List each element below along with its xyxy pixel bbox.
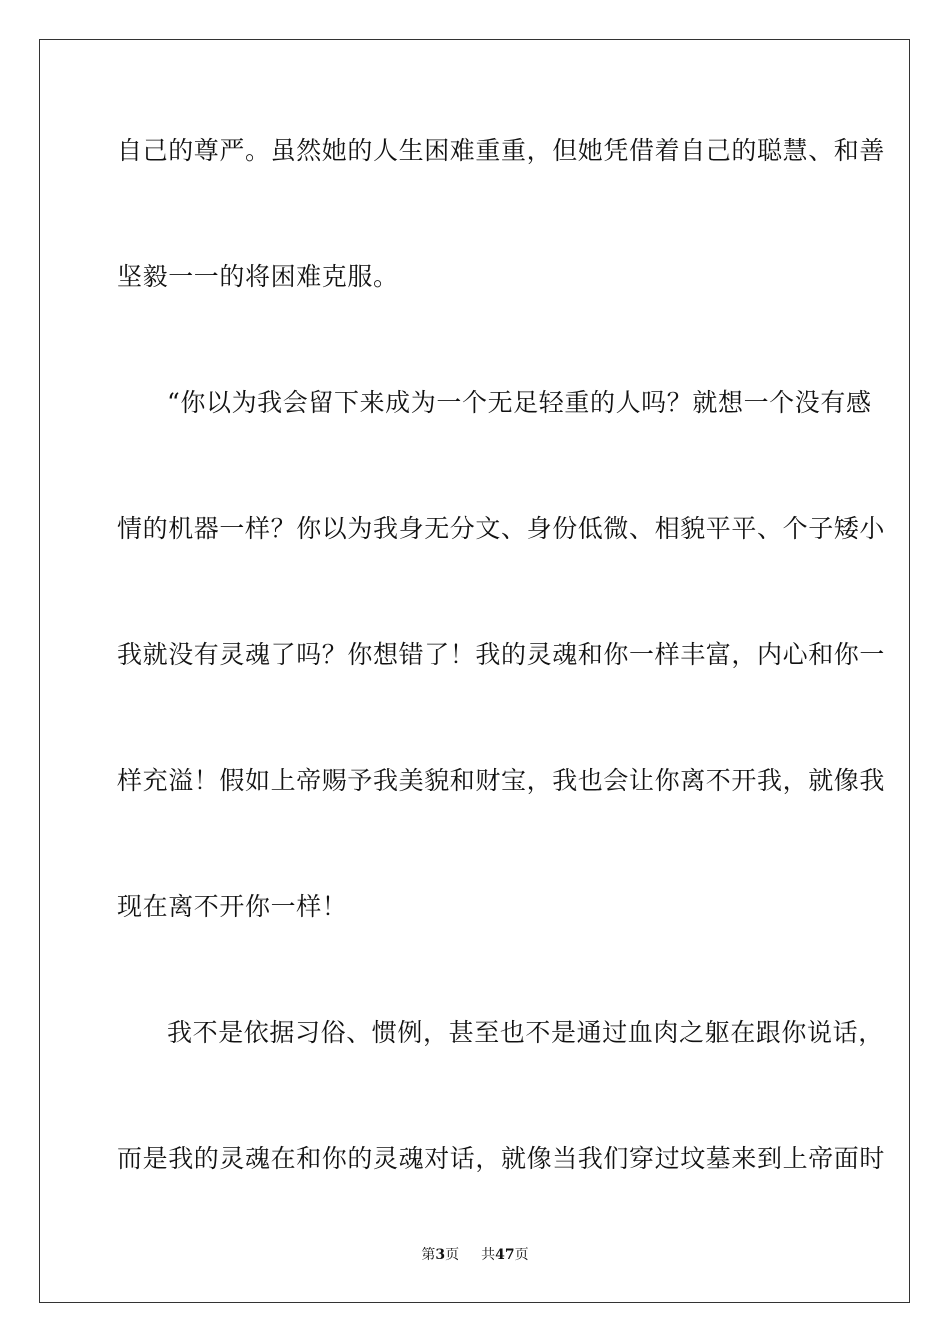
page-border xyxy=(39,39,910,1303)
footer-page-number: 3 xyxy=(435,1247,446,1263)
text-line-9: 而是我的灵魂在和你的灵魂对话，就像当我们穿过坟墓来到上帝面时 xyxy=(117,1144,886,1173)
text-line-2: 坚毅一一的将困难克服。 xyxy=(117,262,399,291)
footer-page-prefix: 第 xyxy=(421,1247,436,1263)
text-line-1: 自己的尊严。虽然她的人生困难重重，但她凭借着自己的聪慧、和善 xyxy=(117,136,886,165)
text-line-3: “你以为我会留下来成为一个无足轻重的人吗？就想一个没有感 xyxy=(167,388,872,417)
text-line-7: 现在离不开你一样！ xyxy=(117,892,348,921)
footer-page-suffix: 页 xyxy=(445,1247,460,1263)
text-line-6: 样充溢！假如上帝赐予我美貌和财宝，我也会让你离不开我，就像我 xyxy=(117,766,886,795)
text-line-8: 我不是依据习俗、惯例，甚至也不是通过血肉之躯在跟你说话， xyxy=(167,1018,884,1047)
text-line-4: 情的机器一样？你以为我身无分文、身份低微、相貌平平、个子矮小 xyxy=(117,514,886,543)
footer-total-prefix: 共 xyxy=(481,1247,496,1263)
footer-total-pages: 47 xyxy=(495,1247,515,1263)
page-footer xyxy=(0,1246,950,1264)
text-line-5: 我就没有灵魂了吗？你想错了！我的灵魂和你一样丰富，内心和你一 xyxy=(117,640,886,669)
footer-total-suffix: 页 xyxy=(514,1247,529,1263)
